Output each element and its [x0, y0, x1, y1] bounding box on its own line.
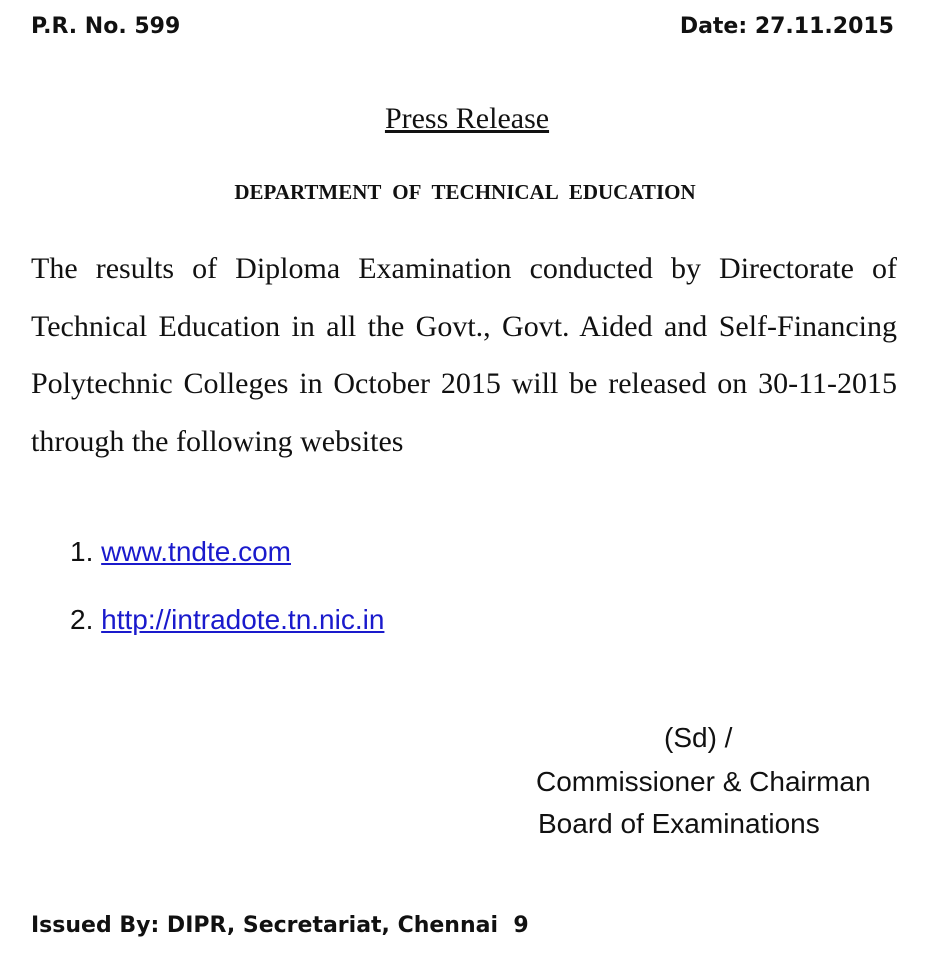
pr-number: P.R. No. 599 — [31, 14, 181, 39]
department-heading: DEPARTMENT OF TECHNICAL EDUCATION — [234, 180, 696, 204]
signature-sd: (Sd) / — [664, 722, 733, 753]
date: Date: 27.11.2015 — [679, 14, 894, 39]
website-item-2 — [70, 604, 384, 636]
list-number: 1. — [70, 536, 94, 567]
page-title: Press Release — [384, 102, 550, 135]
list-number: 2. — [70, 604, 94, 635]
website-link-intradote[interactable]: http://intradote.tn.nic.in — [101, 604, 385, 635]
signatory-board: Board of Examinations — [538, 808, 820, 839]
website-link-tndte[interactable]: www.tndte.com — [101, 536, 291, 567]
website-item-1 — [70, 536, 291, 568]
signatory-title: Commissioner & Chairman — [536, 766, 871, 797]
issued-by-footer: Issued By: DIPR, Secretariat, Chennai 9 — [31, 913, 529, 938]
body-paragraph: The results of Diploma Examination conducted by Directorate of Technical Education in all the Govt., Govt. Aided and Self-Financing Polytechnic Colleges in October 2015 will be released on 30-11-2015 through the following websites — [31, 252, 897, 458]
